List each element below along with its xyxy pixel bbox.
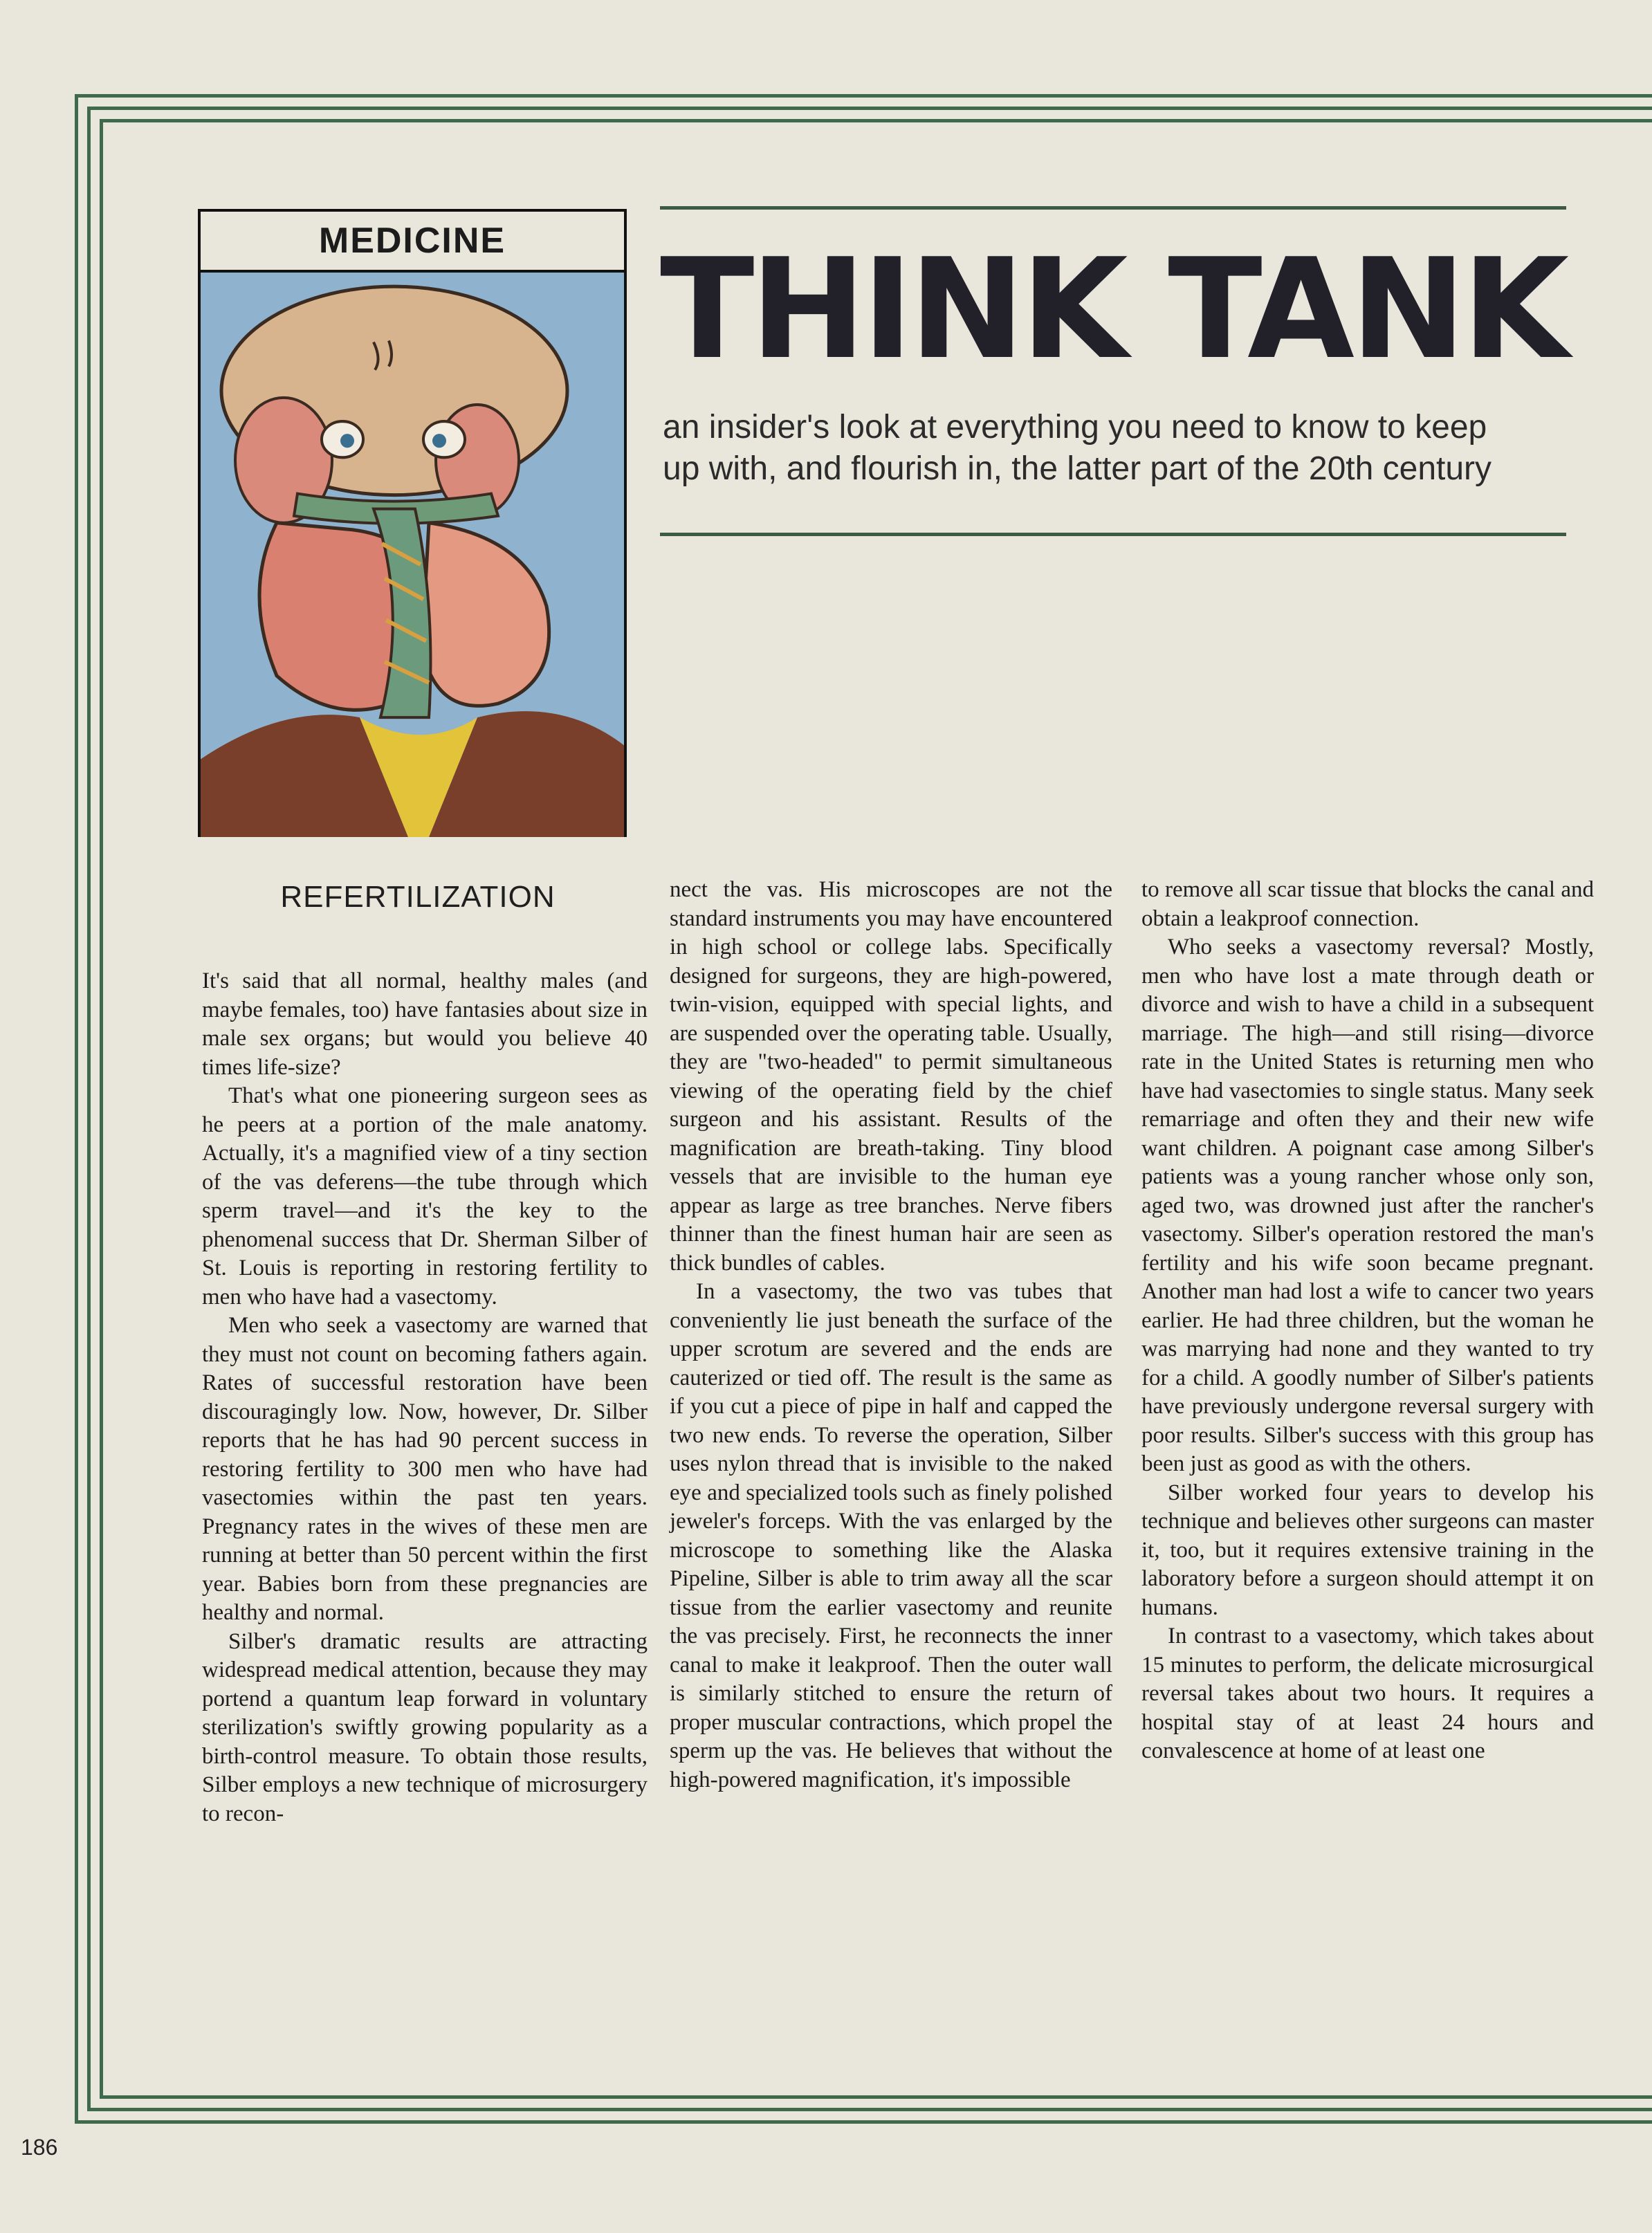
tagline-line-2: up with, and flourish in, the latter part of the 20th century [663,450,1492,487]
paragraph: to remove all scar tissue that blocks the canal and obtain a leakproof connection. [1141,877,1594,931]
article-column-1 [202,967,648,1828]
article-headline: REFERTILIZATION [280,880,556,914]
paragraph: That's what one pioneering surgeon sees as he peers at a portion of the male anatomy. Actually, it's a magnified view of a tiny section of the vas deferens—the tube through which sperm travel—and it's the key to the phenomenal success that Dr. Sherman Silber of St. Louis is reporting in restoring fertility to men who have had a vasectomy. [202,1083,648,1310]
department-label: MEDICINE [201,212,624,273]
masthead-rule-top [660,206,1566,210]
department-box [198,209,627,837]
masthead-tagline [663,407,1576,490]
caricature-illustration [201,273,624,837]
paragraph: Men who seek a vasectomy are warned that they must not count on becoming fathers again. Rates of successful restoration have been discouragingly low. Now, however, Dr. Silber reports that he has had 90 percent success in restoring fertility to 300 men who have had vasectomies within the past ten years. Pregnancy rates in the wives of these men are running at better than 50 percent within the first year. Babies born from these pregnancies are healthy and normal. [202,1313,648,1625]
paragraph: In contrast to a vasectomy, which takes about 15 minutes to perform, the delicate microsurgical reversal takes about two hours. It requires a hospital stay of at least 24 hours and convalescence at home of at least one [1141,1624,1594,1763]
page-number: 186 [21,2135,58,2160]
paragraph: Silber's dramatic results are attracting widespread medical attention, because they may portend a quantum leap forward in voluntary sterilization's swiftly growing popularity as a birth-control measure. To obtain those results, Silber employs a new technique of microsurgery to recon- [202,1628,648,1826]
paragraph: In a vasectomy, the two vas tubes that conveniently lie just beneath the surface of the upper scrotum are severed and the ends are cauterized or tied off. The result is the same as if you cut a piece of pipe in half and capped the two new ends. To reverse the operation, Silber uses nylon thread that is invisible to the naked eye and specialized tools such as finely polished jeweler's forceps. With the vas enlarged by the microscope to something like the Alaska Pipeline, Silber is able to trim away all the scar tissue from the earlier vasectomy and reunite the vas precisely. First, he reconnects the inner canal to make it leakproof. Then the outer wall is similarly stitched to ensure the return of proper muscular contractions, which propel the sperm up the vas. He believes that without the high-powered magnification, it's impossible [670,1279,1112,1792]
masthead-title: THINK TANK [660,229,1566,390]
tagline-line-1: an insider's look at everything you need to know to keep [663,409,1487,445]
masthead-rule-bottom [660,533,1566,536]
paragraph: nect the vas. His microscopes are not the standard instruments you may have encountered in high school or college labs. Specifically designed for surgeons, they are high-powered, twin-vision, equipped with special lights, and are suspended over the operating table. Usually, they are "two-headed" to permit simultaneous viewing of the operating field by the chief surgeon and his assistant. Results of the magnification are breath-taking. Tiny blood vessels that are invisible to the human eye appear as large as tree branches. Nerve fibers thinner than the finest human hair are seen as thick bundles of cables. [670,877,1112,1276]
article-column-3 [1141,876,1594,1766]
paragraph: It's said that all normal, healthy males (and maybe females, too) have fantasies about size in male sex organs; but would you believe 40 times life-size? [202,968,648,1080]
paragraph: Silber worked four years to develop his technique and believes other surgeons can master it, too, but it requires extensive training in the laboratory before a surgeon should attempt it on humans. [1141,1480,1594,1620]
paragraph: Who seeks a vasectomy reversal? Mostly, men who have lost a mate through death or divorce and wish to have a child in a subsequent marriage. The high—and still rising—divorce rate in the United States is returning men who have had vasectomies to single status. Many seek remarriage and often they and their new wife want children. A poignant case among Silber's patients was a young rancher whose only son, aged two, was drowned just after the rancher's vasectomy. Silber's operation restored the man's fertility and his wife soon became pregnant. Another man had lost a wife to cancer two years earlier. He had three children, but the woman he was marrying had none and they wanted to try for a child. A goodly number of Silber's patients have previously undergone reversal surgery with poor results. Silber's success with this group has been just as good as with the others. [1141,935,1594,1476]
article-column-2 [670,876,1112,1794]
